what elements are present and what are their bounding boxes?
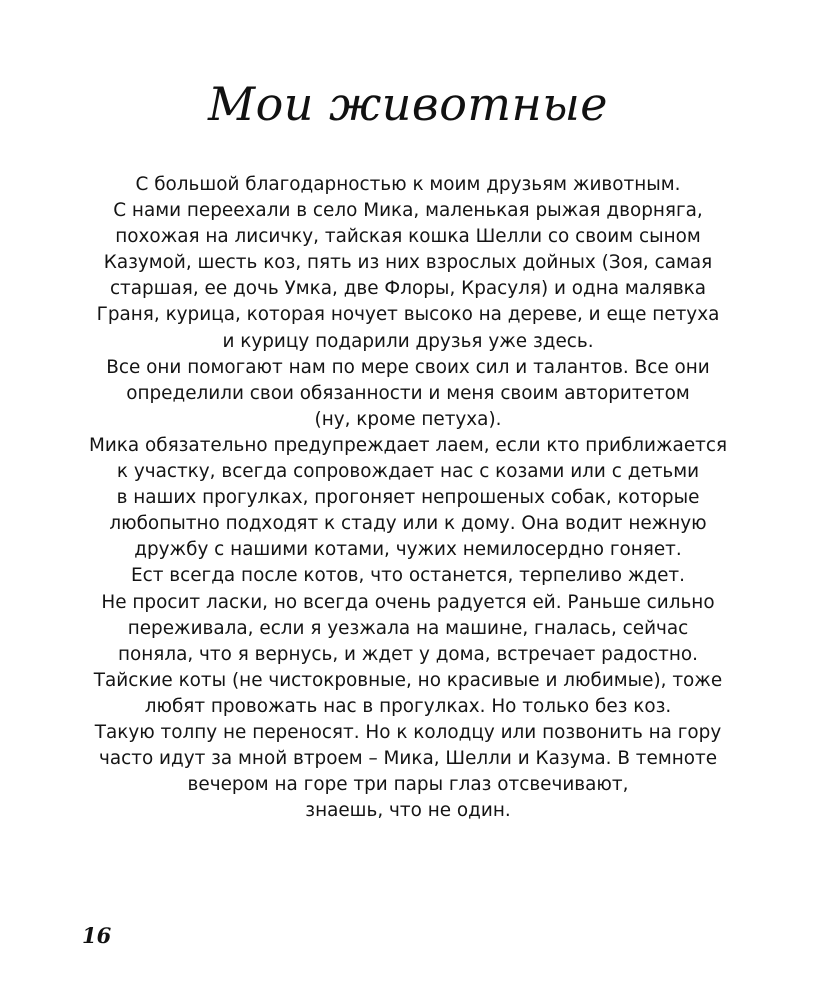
page-title: Мои животные [207, 77, 609, 131]
text-line: Мика обязательно предупреждает лаем, если кто приближается [88, 434, 728, 456]
text-line: поняла, что я вернусь, и ждет у дома, встречает радостно. [117, 643, 699, 665]
text-line: любопытно подходят к стаду или к дому. Она водит нежную [109, 513, 707, 535]
text-line: Граня, курица, которая ночует высоко на дереве, и еще петуха [96, 304, 720, 326]
text-line: дружбу с нашими котами, чужих немилосердно гоняет. [134, 539, 682, 561]
text-line: Не просит ласки, но всегда очень радуется ей. Раньше сильно [101, 591, 715, 613]
page-number: 16 [82, 923, 112, 948]
text-line: старшая, ее дочь Умка, две Флоры, Красуля) и одна малявка [109, 278, 707, 300]
text-line: Казумой, шесть коз, пять из них взрослых дойных (Зоя, самая [103, 252, 713, 274]
text-line: вечером на горе три пары глаз отсвечивают, [187, 774, 629, 796]
text-line: Такую толпу не переносят. Но к колодцу или позвонить на гору [94, 721, 722, 743]
text-line: любят провожать нас в прогулках. Но только без коз. [144, 695, 672, 717]
text-line: С большой благодарностью к моим друзьям животным. [135, 174, 681, 195]
body-text [60, 172, 756, 824]
text-line: к участку, всегда сопровождает нас с козами или с детьми [116, 461, 700, 483]
text-line: часто идут за мной втроем – Мика, Шелли и Казума. В темноте [98, 748, 718, 770]
text-line: и курицу подарили друзья уже здесь. [222, 330, 594, 352]
text-line: в наших прогулках, прогоняет непрошеных собак, которые [116, 487, 700, 509]
text-line: С нами переехали в село Мика, маленькая рыжая дворняга, [113, 200, 703, 222]
text-line: определили свои обязанности и меня своим авторитетом [126, 382, 690, 404]
text-line: Ест всегда после котов, что останется, терпеливо ждет. [131, 565, 685, 587]
text-line: (ну, кроме петуха). [314, 408, 502, 430]
text-line: переживала, если я уезжала на машине, гналась, сейчас [127, 617, 689, 639]
text-line: Все они помогают нам по мере своих сил и талантов. Все они [106, 356, 710, 378]
text-line: Тайские коты (не чистокровные, но красивые и любимые), тоже [93, 669, 723, 691]
text-line: похожая на лисичку, тайская кошка Шелли со своим сыном [115, 226, 701, 248]
text-line: знаешь, что не один. [305, 800, 511, 822]
